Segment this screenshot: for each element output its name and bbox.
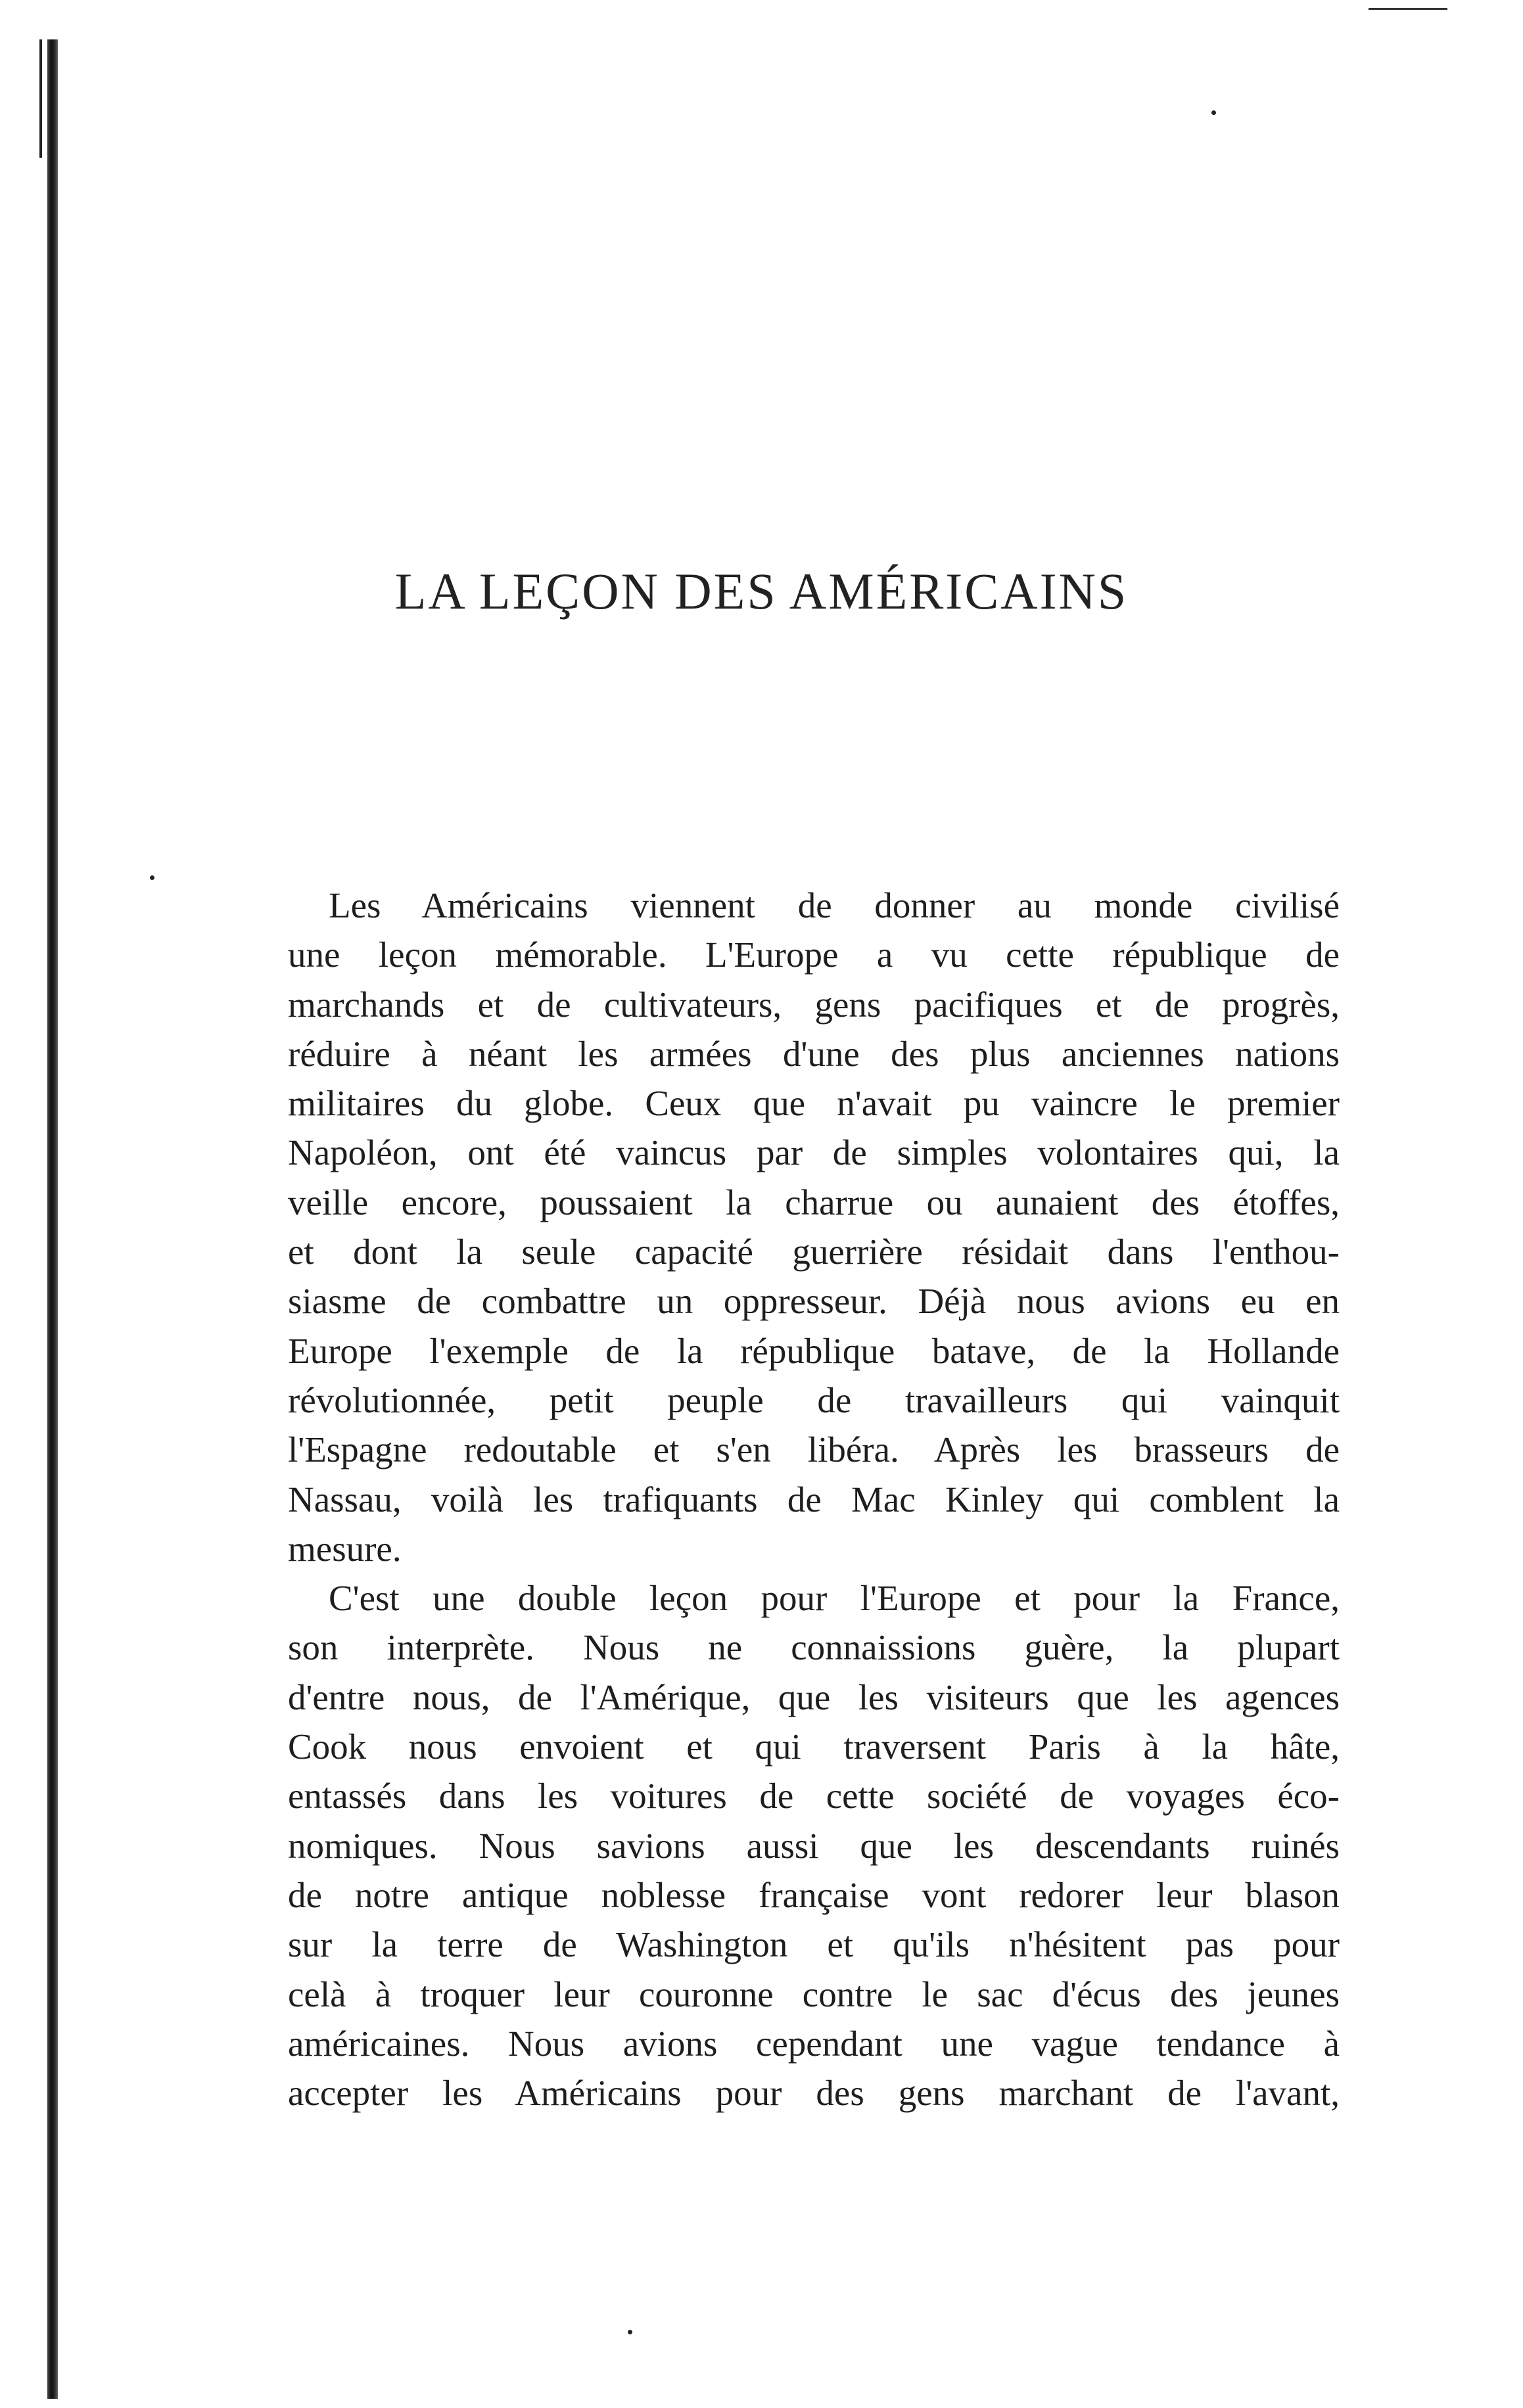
text-line: mesure. bbox=[288, 1528, 402, 1569]
text-line: d'entre nous, de l'Amérique, que les visiteurs que les agences bbox=[288, 1677, 1340, 1717]
text-line: Nassau, voilà les trafiquants de Mac Kinley qui comblent la bbox=[288, 1479, 1340, 1519]
text-line: siasme de combattre un oppresseur. Déjà nous avions eu en bbox=[288, 1281, 1340, 1322]
text-line: révolutionnée, petit peuple de travailleurs qui vainquit bbox=[288, 1379, 1340, 1420]
text-line: C'est une double leçon pour l'Europe et pour la France, bbox=[329, 1578, 1340, 1619]
text-line: entassés dans les voitures de cette société de voyages éco- bbox=[288, 1776, 1340, 1817]
scan-binding-edge bbox=[47, 39, 58, 2399]
text-line: l'Espagne redoutable et s'en libéra. Après les brasseurs de bbox=[288, 1429, 1340, 1470]
body-text bbox=[288, 881, 1340, 2118]
text-line: militaires du globe. Ceux que n'avait pu vaincre le premier bbox=[288, 1083, 1340, 1124]
text-line: réduire à néant les armées d'une des plus anciennes nations bbox=[288, 1033, 1340, 1074]
text-line: Cook nous envoient et qui traversent Paris à la hâte, bbox=[288, 1726, 1340, 1767]
text-line: accepter les Américains pour des gens marchant de l'avant, bbox=[288, 2073, 1340, 2114]
text-line: veille encore, poussaient la charrue ou aunaient des étoffes, bbox=[288, 1182, 1340, 1222]
text-line: son interprète. Nous ne connaissions guère, la plupart bbox=[288, 1627, 1340, 1668]
text-line: de notre antique noblesse française vont redorer leur blason bbox=[288, 1874, 1340, 1915]
scan-speck bbox=[150, 875, 154, 880]
text-line: Napoléon, ont été vaincus par de simples volontaires qui, la bbox=[288, 1132, 1340, 1173]
text-line: celà à troquer leur couronne contre le sac d'écus des jeunes bbox=[288, 1974, 1340, 2014]
scan-speck bbox=[1211, 110, 1216, 115]
text-line: Europe l'exemple de la république batave, de la Hollande bbox=[288, 1330, 1340, 1371]
text-line: marchands et de cultivateurs, gens pacifiques et de progrès, bbox=[288, 984, 1340, 1025]
page-title: LA LEÇON DES AMÉRICAINS bbox=[394, 563, 1129, 620]
text-line: une leçon mémorable. L'Europe a vu cette république de bbox=[288, 935, 1340, 975]
scan-binding-mark bbox=[39, 39, 42, 158]
scan-corner-mark bbox=[1369, 8, 1447, 10]
text-line: sur la terre de Washington et qu'ils n'hésitent pas pour bbox=[288, 1924, 1340, 1965]
text-line: nomiques. Nous savions aussi que les descendants ruinés bbox=[288, 1825, 1340, 1866]
scan-speck bbox=[628, 2330, 632, 2334]
text-line: Les Américains viennent de donner au monde civilisé bbox=[329, 885, 1340, 925]
text-line: et dont la seule capacité guerrière résidait dans l'enthou- bbox=[288, 1232, 1340, 1272]
text-line: américaines. Nous avions cependant une vague tendance à bbox=[288, 2023, 1340, 2064]
